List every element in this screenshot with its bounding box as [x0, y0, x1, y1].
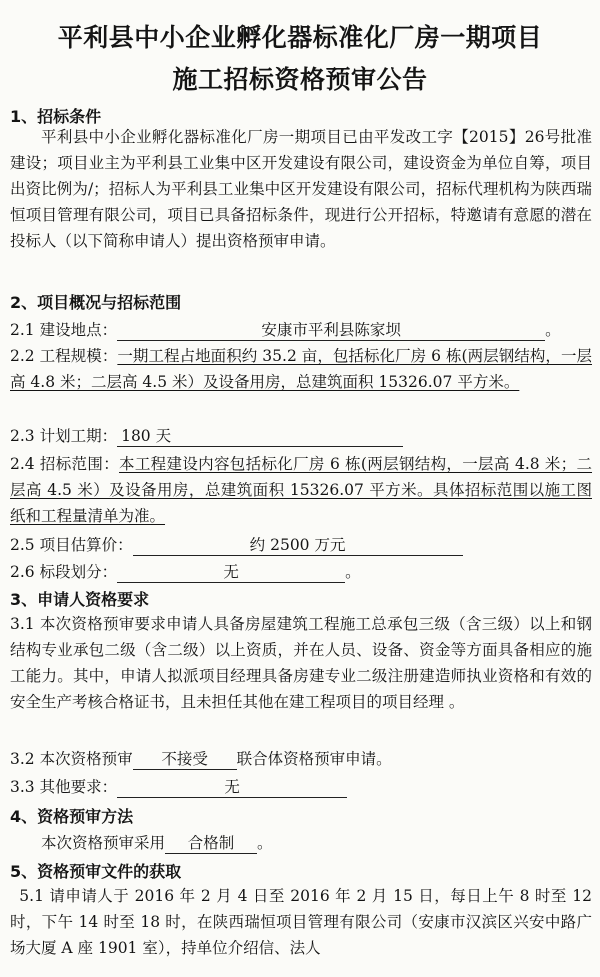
- section-end: 。: [345, 563, 361, 581]
- site-value: 安康市平利县陈家坝: [117, 320, 545, 341]
- joint-row: [10, 747, 392, 770]
- price-row: [10, 533, 463, 556]
- section-row: [10, 560, 361, 583]
- method-value: 合格制: [165, 833, 257, 854]
- method-prefix: 本次资格预审采用: [41, 834, 166, 852]
- site-label: 2.1 建设地点：: [10, 321, 118, 339]
- section-2-heading: 2、项目概况与招标范围: [10, 293, 182, 312]
- method-row: [41, 831, 273, 854]
- section-1-heading: 1、招标条件: [10, 107, 102, 126]
- range-value: 本工程建设内容包括标化厂房 6 栋(两层钢结构，一层高 4.8 米；二层高 4.5 米）及设备用房，总建筑面积 15326.07 平方米。具体招标范围以施工图纸和工程量清单为准。: [10, 455, 593, 525]
- other-value: 无: [117, 777, 347, 798]
- section-5-heading: 5、资格预审文件的获取: [10, 862, 182, 881]
- period-value: 180 天: [117, 426, 403, 447]
- site-row: [10, 318, 561, 341]
- joint-value: 不接受: [133, 749, 237, 770]
- page-subtitle: 施工招标资格预审公告: [172, 65, 428, 94]
- scale-label: 2.2 工程规模：: [10, 347, 118, 365]
- price-value: 约 2500 万元: [133, 535, 463, 556]
- scale-row: [10, 343, 592, 395]
- section-label: 2.6 标段划分：: [10, 563, 118, 581]
- section-4-heading: 4、资格预审方法: [10, 807, 134, 826]
- page-title: 平利县中小企业孵化器标准化厂房一期项目: [57, 23, 543, 52]
- section-3-heading: 3、申请人资格要求: [10, 590, 150, 609]
- method-suffix: 。: [257, 834, 273, 852]
- qualification-text: 3.1 本次资格预审要求申请人具备房屋建筑工程施工总承包三级（含三级）以上和钢结构专业承包二级（含二级）以上资质，并在人员、设备、资金等方面具备相应的施工能力。其中，申请人拟派项目经理具备房建专业二级注册建造师执业资格和有效的安全生产考核合格证书，且未担任其他在建工程项目的项目经理 。: [10, 615, 592, 711]
- price-label: 2.5 项目估算价：: [10, 536, 133, 554]
- joint-suffix: 联合体资格预审申请。: [236, 750, 392, 768]
- section-value: 无: [117, 562, 345, 583]
- period-label: 2.3 计划工期：: [10, 427, 118, 445]
- section-5-text: 5.1 请申请人于 2016 年 2 月 4 日至 2016 年 2 月 15 日，每日上午 8 时至 12 时，下午 14 时至 18 时，在陕西瑞恒项目管理有限公司（安康市汉滨区兴安中路广场大厦 A 座 1901 室），持单位介绍信、法人: [10, 887, 592, 957]
- period-row: [10, 424, 403, 447]
- range-label: 2.4 招标范围：: [10, 455, 120, 473]
- scale-value: 一期工程占地面积约 35.2 亩，包括标化厂房 6 栋(两层钢结构，一层高 4.8 米；二层高 4.5 米）及设备用房，总建筑面积 15326.07 平方米。: [10, 347, 592, 391]
- other-row: [10, 775, 347, 798]
- site-end: 。: [545, 321, 561, 339]
- range-row: [10, 451, 592, 529]
- section-1-text: 平利县中小企业孵化器标准化厂房一期项目已由平发改工字【2015】26号批准建设；项目业主为平利县工业集中区开发建设有限公司，建设资金为单位自筹，项目出资比例为/；招标人为平利县工业集中区开发建设有限公司，招标代理机构为陕西瑞恒项目管理有限公司，项目已具备招标条件，现进行公开招标，特邀请有意愿的潜在投标人（以下简称申请人）提出资格预审申请。: [10, 128, 592, 250]
- other-label: 3.3 其他要求：: [10, 778, 118, 796]
- joint-prefix: 3.2 本次资格预审: [10, 750, 133, 768]
